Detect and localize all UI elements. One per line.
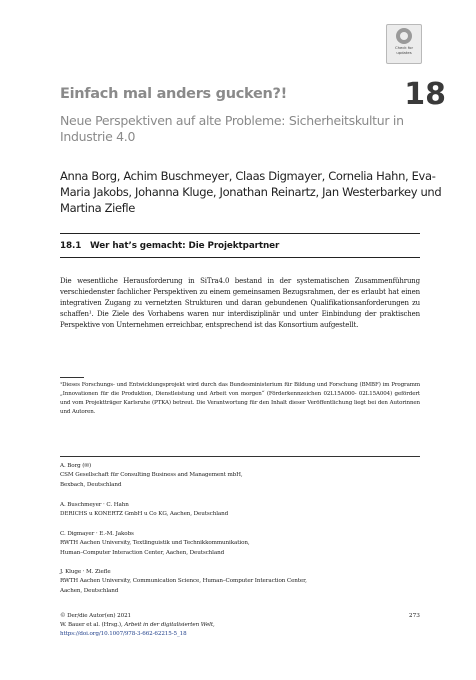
affiliation-block bbox=[60, 462, 420, 490]
book-title: Arbeit in der digitalisierten Welt bbox=[124, 622, 214, 629]
affiliation-line: Aachen, Deutschland bbox=[60, 587, 119, 594]
section-title: Wer hat’s gemacht: Die Projektpartner bbox=[90, 241, 280, 251]
check-for-updates-badge[interactable] bbox=[386, 24, 422, 64]
chapter-subtitle: Neue Perspektiven auf alte Probleme: Sicherheitskultur in Industrie 4.0 bbox=[60, 113, 404, 144]
affiliation-line: RWTH Aachen University, Communication Science, Human–Computer Interaction Center, bbox=[60, 578, 307, 585]
section-number: 18.1 bbox=[60, 241, 82, 251]
section-rule-bottom bbox=[60, 257, 420, 258]
affiliation-line: DERICHS u KONERTZ GmbH u Co KG, Aachen, Deutschland bbox=[60, 511, 229, 518]
footnote: ¹Dieses Forschungs- und Entwicklungsprojekt wird durch das Bundesministerium für Bildung und Forschung (BMBF) im Programm „Innovationen für die Produktion, Dienstleistung und Arbeit von morgen“ (Förderkennzeichen 02L15A000- 02L15A004) gefördert und vom Projektträger Karlsruhe (PTKA) betreut. Die Verantwortung für den Inhalt dieser Veröffentlichung liegt bei den Autorinnen und Autoren. bbox=[60, 382, 420, 415]
crossmark-icon bbox=[396, 28, 412, 44]
body-paragraph: Die wesentliche Herausforderung in SiTra4.0 bestand in der systematischen Zusammenführung verschiedenster fachlicher Perspektiven zu einem gemeinsamen Bezugsrahmen, der es erlaubt hat einen integrativen Zugang zu vernetzten Strukturen und daran gebundenen Qualifikationsanforderungen zu schaffen¹. Die Ziele des Vorhabens waren nur interdisziplinär und unter Einbindung der praktischen Perspektive von Unternehmen erreichbar, entsprechend ist das Konsortium aufgestellt. bbox=[60, 277, 420, 330]
affiliation-block bbox=[60, 530, 420, 558]
citation-line bbox=[60, 621, 400, 630]
affiliation-authors: C. Digmayer · E.-M. Jakobs bbox=[60, 531, 134, 537]
affiliation-authors: A. Borg (✉) bbox=[60, 463, 92, 469]
copyright-block bbox=[60, 612, 400, 640]
affiliation-authors: A. Buschmeyer · C. Hahn bbox=[60, 502, 129, 508]
badge-label: Check for updates bbox=[394, 45, 414, 55]
affiliation-authors: J. Kluge · M. Ziefle bbox=[60, 569, 111, 575]
copyright-notice: © Der/die Autor(en) 2021 bbox=[60, 613, 132, 619]
affiliation-block bbox=[60, 501, 420, 520]
affiliation-line: CSM Gesellschaft für Consulting Business and Management mbH, bbox=[60, 472, 243, 479]
affiliation-rule bbox=[60, 456, 420, 457]
page-number: 273 bbox=[408, 613, 420, 619]
affiliation-line: RWTH Aachen University, Textlinguistik und Technikkommunikation, bbox=[60, 540, 250, 547]
section-rule-top bbox=[60, 233, 420, 234]
citation-punct: , bbox=[213, 622, 215, 629]
chapter-number: 18 bbox=[404, 77, 446, 112]
citation-editors: W. Bauer et al. (Hrsg.), bbox=[60, 622, 125, 629]
author-list: Anna Borg, Achim Buschmeyer, Claas Digmayer, Cornelia Hahn, Eva-Maria Jakobs, Johanna Kluge, Jonathan Reinartz, Jan Westerbarkey und Martina Ziefle bbox=[60, 169, 442, 215]
chapter-title: Einfach mal anders gucken?! bbox=[60, 86, 287, 102]
affiliation-line: Bexbach, Deutschland bbox=[60, 481, 122, 488]
footnote-rule bbox=[60, 377, 84, 378]
affiliation-block bbox=[60, 568, 420, 596]
section-heading bbox=[60, 240, 420, 252]
doi-link[interactable]: https://doi.org/10.1007/978-3-662-62215-5_18 bbox=[60, 631, 187, 638]
affiliation-line: Human–Computer Interaction Center, Aachen, Deutschland bbox=[60, 549, 225, 556]
